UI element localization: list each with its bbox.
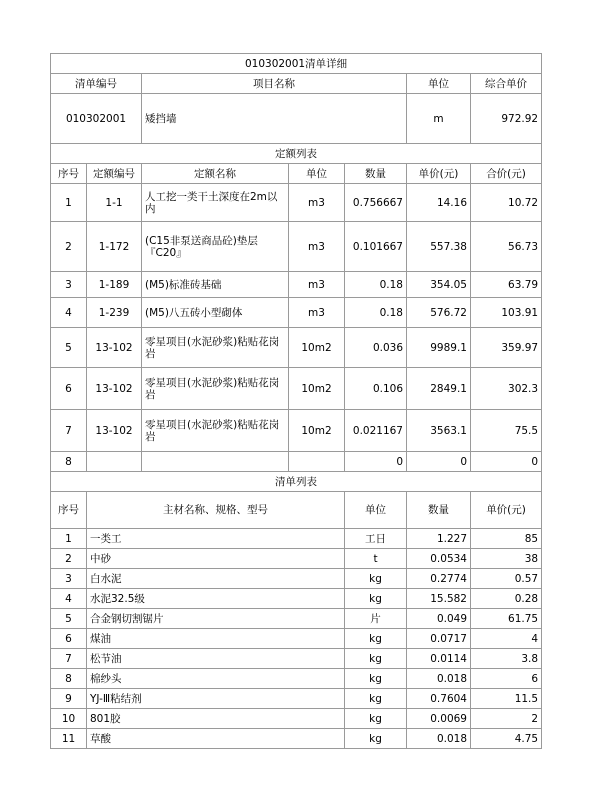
quota-unit: 10m2	[289, 328, 345, 368]
code-label: 清单编号	[51, 74, 142, 94]
quota-total: 10.72	[471, 184, 542, 222]
material-unit: t	[345, 549, 407, 569]
quota-no: 7	[51, 410, 87, 452]
material-unit: kg	[345, 689, 407, 709]
material-row	[51, 649, 542, 669]
quota-unit: m3	[289, 272, 345, 298]
quota-col-header: 定额编号	[87, 164, 142, 184]
quota-code: 1-239	[87, 298, 142, 328]
quota-total: 75.5	[471, 410, 542, 452]
material-unit: kg	[345, 629, 407, 649]
quota-qty: 0.18	[345, 298, 407, 328]
quota-col-header: 单位	[289, 164, 345, 184]
bill-name: 矮挡墙	[142, 94, 407, 144]
quota-total: 302.3	[471, 368, 542, 410]
material-qty: 0.049	[407, 609, 471, 629]
material-row	[51, 569, 542, 589]
material-no: 10	[51, 709, 87, 729]
quota-code: 1-172	[87, 222, 142, 272]
material-price: 6	[471, 669, 542, 689]
material-name: YJ-Ⅲ粘结剂	[87, 689, 345, 709]
quota-col-header: 单价(元)	[407, 164, 471, 184]
material-price: 85	[471, 529, 542, 549]
material-name: 煤油	[87, 629, 345, 649]
material-qty: 0.018	[407, 669, 471, 689]
material-price: 0.57	[471, 569, 542, 589]
material-price: 4.75	[471, 729, 542, 749]
quota-total: 103.91	[471, 298, 542, 328]
material-qty: 0.0717	[407, 629, 471, 649]
quota-qty: 0.18	[345, 272, 407, 298]
materials-header-row	[51, 492, 542, 529]
quota-qty: 0.106	[345, 368, 407, 410]
bill-code: 010302001	[51, 94, 142, 144]
quota-row	[51, 452, 542, 472]
material-price: 3.8	[471, 649, 542, 669]
quota-price: 576.72	[407, 298, 471, 328]
quota-total: 63.79	[471, 272, 542, 298]
material-qty: 0.018	[407, 729, 471, 749]
bill-unit: m	[407, 94, 471, 144]
material-name: 水泥32.5级	[87, 589, 345, 609]
material-unit: 片	[345, 609, 407, 629]
quota-name: 人工挖一类干土深度在2m以内	[142, 184, 289, 222]
quota-col-header: 合价(元)	[471, 164, 542, 184]
material-row	[51, 689, 542, 709]
quota-col-header: 序号	[51, 164, 87, 184]
quota-name: (C15非泵送商品砼)垫层『C20』	[142, 222, 289, 272]
material-row	[51, 709, 542, 729]
materials-col-header: 主材名称、规格、型号	[87, 492, 345, 529]
materials-col-header: 数量	[407, 492, 471, 529]
quota-qty: 0.101667	[345, 222, 407, 272]
quota-unit: 10m2	[289, 368, 345, 410]
material-qty: 0.7604	[407, 689, 471, 709]
quota-row	[51, 410, 542, 452]
table-title: 010302001清单详细	[51, 54, 542, 74]
material-qty: 15.582	[407, 589, 471, 609]
quota-name: (M5)标准砖基础	[142, 272, 289, 298]
material-qty: 0.0534	[407, 549, 471, 569]
quota-row	[51, 328, 542, 368]
material-row	[51, 629, 542, 649]
bill-price: 972.92	[471, 94, 542, 144]
material-no: 2	[51, 549, 87, 569]
material-price: 38	[471, 549, 542, 569]
quota-row	[51, 368, 542, 410]
materials-col-header: 序号	[51, 492, 87, 529]
bill-detail-table	[50, 53, 542, 749]
quota-code: 13-102	[87, 328, 142, 368]
material-row	[51, 669, 542, 689]
material-no: 8	[51, 669, 87, 689]
quota-qty: 0.036	[345, 328, 407, 368]
quota-total: 56.73	[471, 222, 542, 272]
materials-section-title: 清单列表	[51, 472, 542, 492]
material-no: 3	[51, 569, 87, 589]
quota-code: 13-102	[87, 410, 142, 452]
material-row	[51, 589, 542, 609]
material-row	[51, 549, 542, 569]
quota-unit: m3	[289, 184, 345, 222]
quota-price: 557.38	[407, 222, 471, 272]
quota-name: 零星项目(水泥砂浆)粘贴花岗岩	[142, 368, 289, 410]
quota-price: 3563.1	[407, 410, 471, 452]
quota-no: 4	[51, 298, 87, 328]
name-label: 项目名称	[142, 74, 407, 94]
material-unit: kg	[345, 649, 407, 669]
material-name: 棉纱头	[87, 669, 345, 689]
quota-no: 8	[51, 452, 87, 472]
material-unit: kg	[345, 669, 407, 689]
material-unit: kg	[345, 709, 407, 729]
quota-code: 1-1	[87, 184, 142, 222]
quota-row	[51, 272, 542, 298]
material-unit: kg	[345, 589, 407, 609]
quota-no: 1	[51, 184, 87, 222]
material-name: 中砂	[87, 549, 345, 569]
quota-no: 3	[51, 272, 87, 298]
material-no: 11	[51, 729, 87, 749]
quota-price: 14.16	[407, 184, 471, 222]
material-qty: 1.227	[407, 529, 471, 549]
quota-row	[51, 298, 542, 328]
material-no: 1	[51, 529, 87, 549]
quota-no: 6	[51, 368, 87, 410]
quota-price: 2849.1	[407, 368, 471, 410]
quota-no: 2	[51, 222, 87, 272]
quota-name: 零星项目(水泥砂浆)粘贴花岗岩	[142, 328, 289, 368]
material-price: 0.28	[471, 589, 542, 609]
material-qty: 0.2774	[407, 569, 471, 589]
quota-code	[87, 452, 142, 472]
quota-qty: 0	[345, 452, 407, 472]
material-unit: kg	[345, 569, 407, 589]
material-row	[51, 529, 542, 549]
quota-col-header: 数量	[345, 164, 407, 184]
materials-col-header: 单位	[345, 492, 407, 529]
material-name: 801胶	[87, 709, 345, 729]
quota-row	[51, 184, 542, 222]
quota-header-row	[51, 164, 542, 184]
quota-price: 9989.1	[407, 328, 471, 368]
quota-name: (M5)八五砖小型砌体	[142, 298, 289, 328]
material-no: 9	[51, 689, 87, 709]
material-no: 6	[51, 629, 87, 649]
material-unit: 工日	[345, 529, 407, 549]
material-no: 7	[51, 649, 87, 669]
materials-col-header: 单价(元)	[471, 492, 542, 529]
material-price: 4	[471, 629, 542, 649]
quota-total: 359.97	[471, 328, 542, 368]
material-name: 白水泥	[87, 569, 345, 589]
quota-unit: m3	[289, 222, 345, 272]
quota-unit: 10m2	[289, 410, 345, 452]
material-name: 合金钢切割锯片	[87, 609, 345, 629]
quota-total: 0	[471, 452, 542, 472]
material-price: 61.75	[471, 609, 542, 629]
material-no: 4	[51, 589, 87, 609]
material-price: 11.5	[471, 689, 542, 709]
material-qty: 0.0114	[407, 649, 471, 669]
material-row	[51, 729, 542, 749]
quota-no: 5	[51, 328, 87, 368]
material-qty: 0.0069	[407, 709, 471, 729]
unit-label: 单位	[407, 74, 471, 94]
quota-unit: m3	[289, 298, 345, 328]
material-name: 一类工	[87, 529, 345, 549]
material-name: 草酸	[87, 729, 345, 749]
material-row	[51, 609, 542, 629]
quota-qty: 0.021167	[345, 410, 407, 452]
quota-name	[142, 452, 289, 472]
quota-col-header: 定额名称	[142, 164, 289, 184]
price-label: 综合单价	[471, 74, 542, 94]
quota-code: 1-189	[87, 272, 142, 298]
material-name: 松节油	[87, 649, 345, 669]
quota-section-title: 定额列表	[51, 144, 542, 164]
quota-name: 零星项目(水泥砂浆)粘贴花岗岩	[142, 410, 289, 452]
quota-price: 354.05	[407, 272, 471, 298]
quota-qty: 0.756667	[345, 184, 407, 222]
quota-row	[51, 222, 542, 272]
material-no: 5	[51, 609, 87, 629]
quota-price: 0	[407, 452, 471, 472]
quota-code: 13-102	[87, 368, 142, 410]
quota-unit	[289, 452, 345, 472]
material-unit: kg	[345, 729, 407, 749]
material-price: 2	[471, 709, 542, 729]
